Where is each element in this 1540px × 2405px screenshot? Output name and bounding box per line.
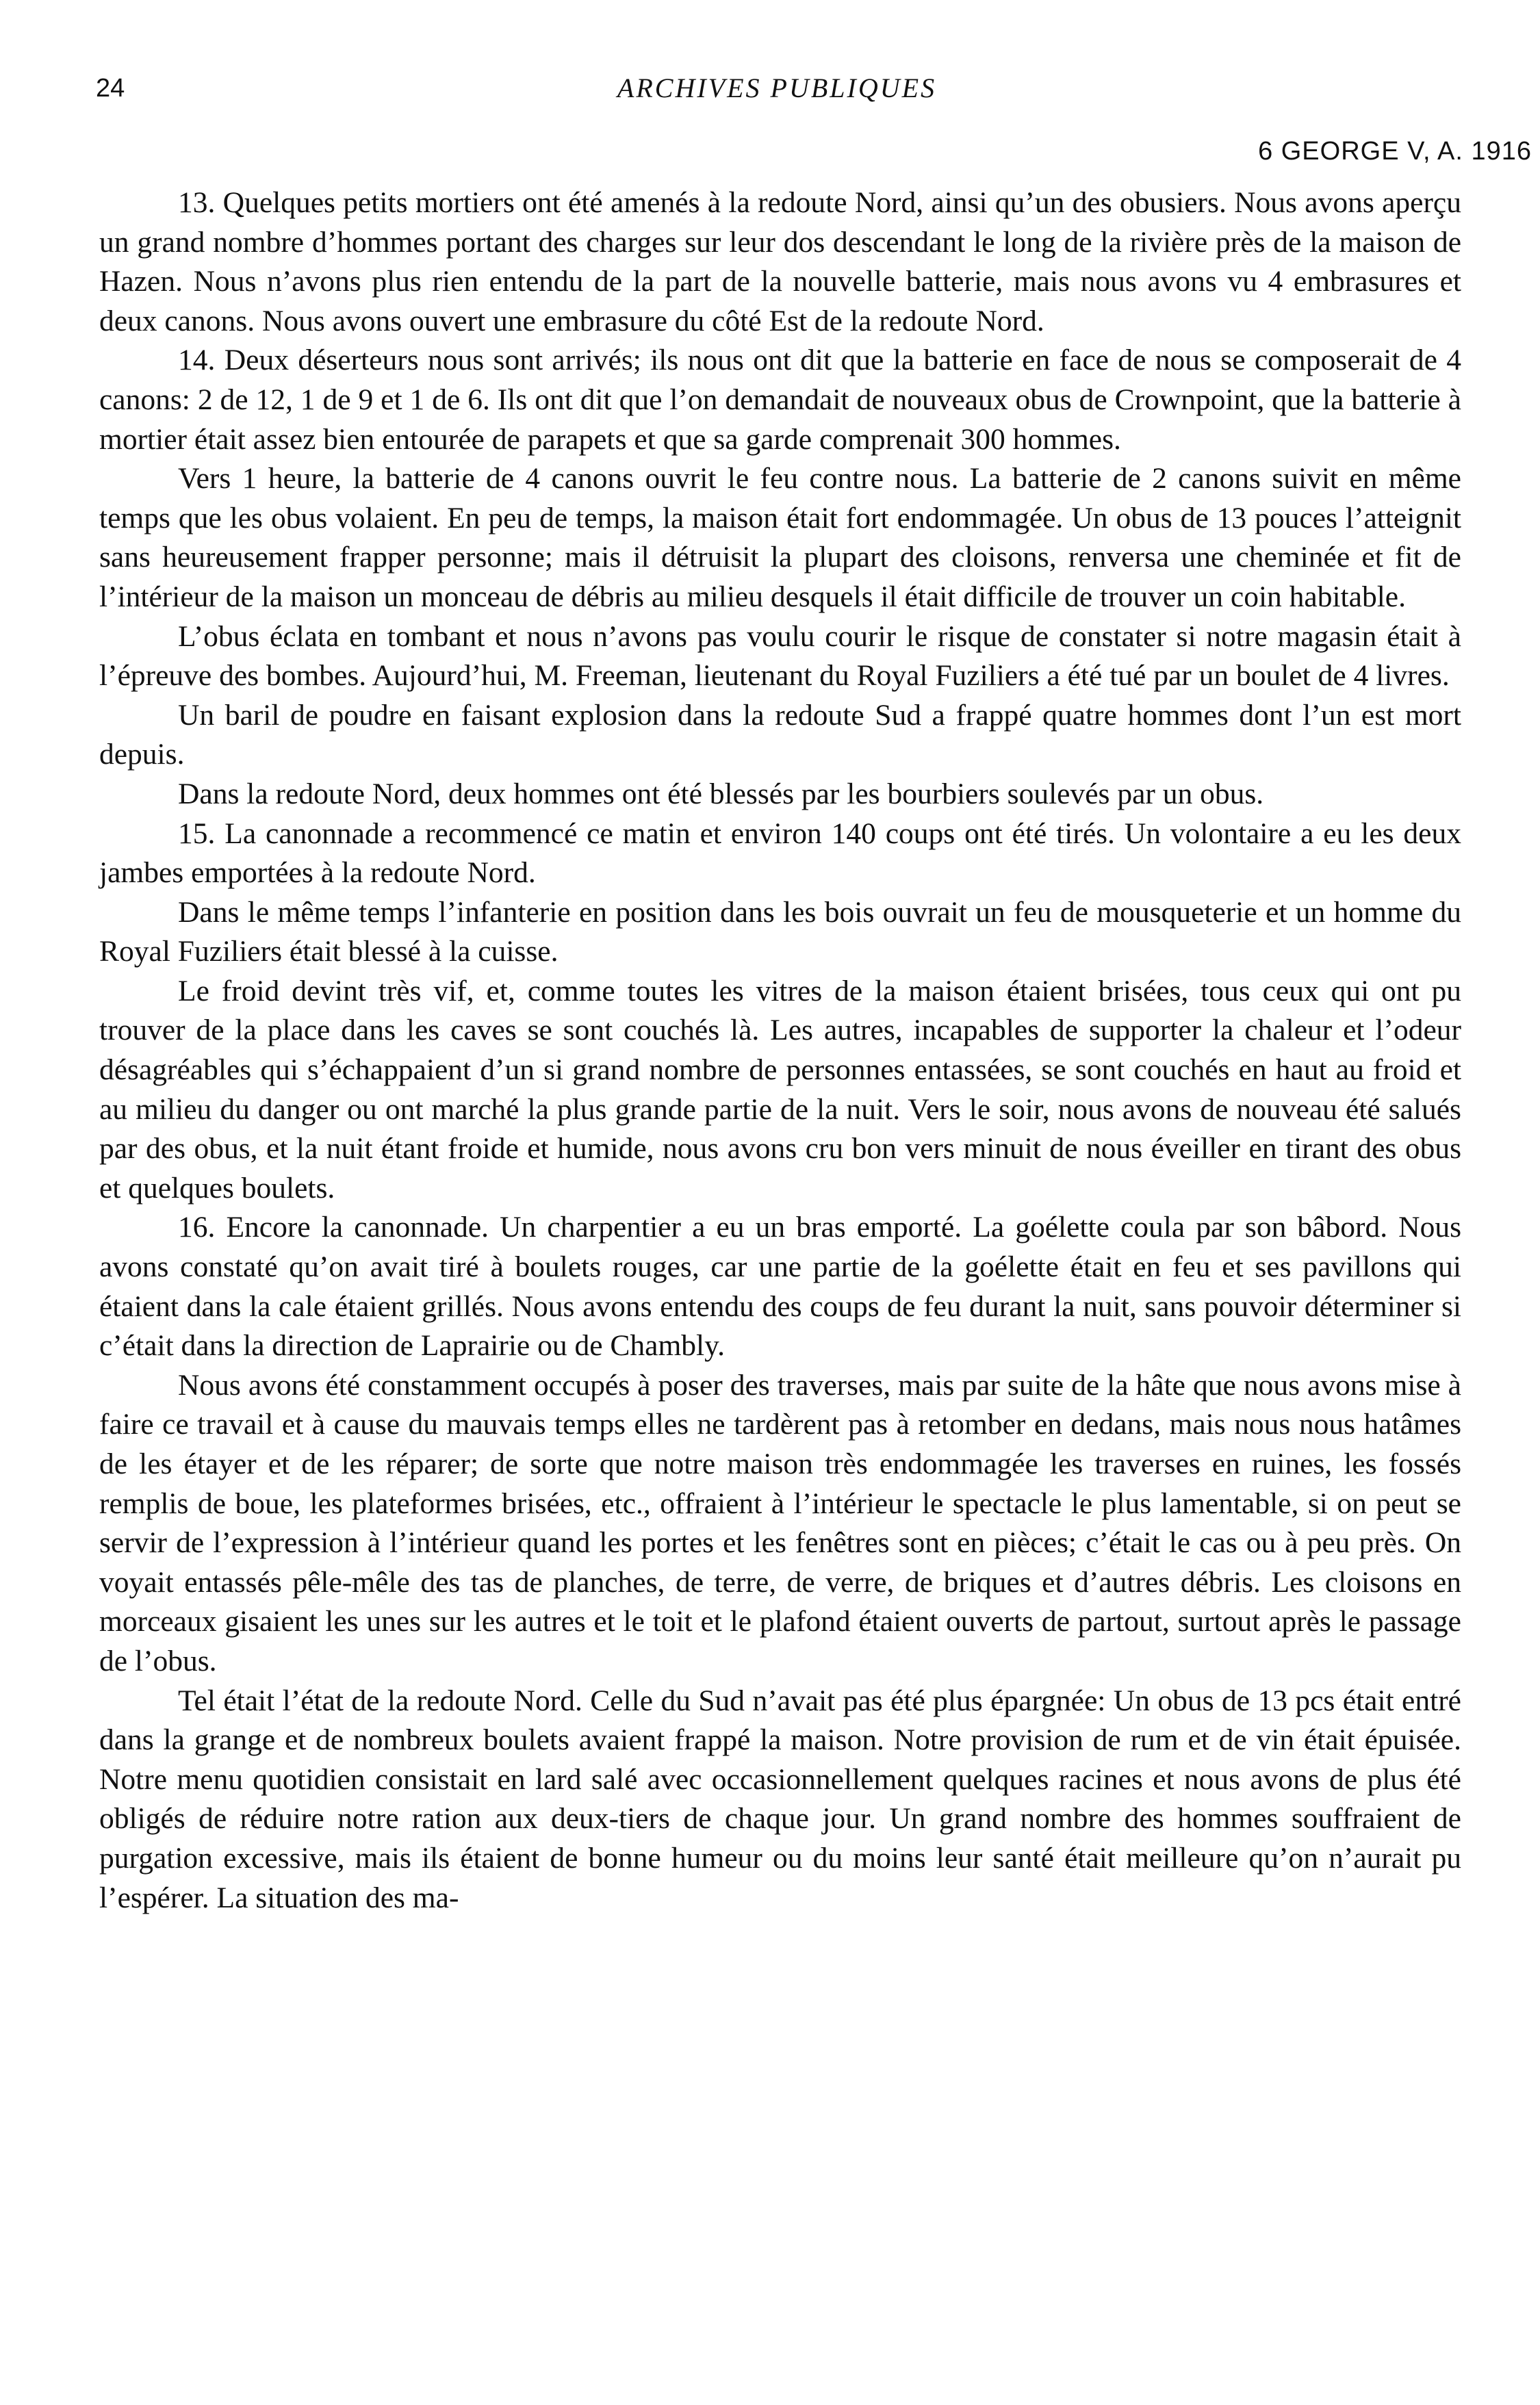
running-title: ARCHIVES PUBLIQUES [617, 73, 937, 103]
paragraph-15: 15. La canonnade a recommencé ce matin et environ 140 coups ont été tirés. Un volontaire a eu les deux jambes emportées à la redoute Nord. [99, 816, 1461, 890]
paragraph-traverses: Nous avons été constamment occupés à poser des traverses, mais par suite de la hâte que nous avons mise à faire ce travail et à cause du mauvais temps elles ne tardèrent pas à retomber en dedans, mais nous nous hatâmes de les étayer et de les réparer; de sorte que notre maison très endommagée les traverses en ruines, les fossés remplis de boue, les plateformes brisées, etc., offraient à l’intérieur le spectacle le plus lamentable, si on peut se servir de l’expression à l’intérieur quand les portes et les fenêtres sont en pièces; c’était le cas ou à peu près. On voyait entassés pêle-mêle des tas de planches, de terre, de verre, de briques et d’autres débris. Les cloisons en morceaux gisaient les unes sur les autres et le toit et le plafond étaient ouverts de partout, surtout après le passage de l’obus. [99, 1368, 1461, 1677]
page-header [96, 71, 1458, 112]
paragraph-16: 16. Encore la canonnade. Un charpentier a eu un bras emporté. La goélette coula par son bâbord. Nous avons constaté qu’on avait tiré à boulets rouges, car une partie de la goélette était en feu et ses pavillons qui étaient dans la cale étaient grillés. Nous avons entendu des coups de feu durant la nuit, sans pouvoir déterminer si c’était dans la direction de Laprairie ou de Chambly. [99, 1211, 1461, 1363]
paragraph-13: 13. Quelques petits mortiers ont été amenés à la redoute Nord, ainsi qu’un des obusiers. Nous avons aperçu un grand nombre d’hommes portant des charges sur leur dos descendant le long de la rivière près de la maison de Hazen. Nous n’avons plus rien entendu de la part de la nouvelle batterie, mais nous avons vu 4 embrasures et deux canons. Nous avons ouvert une embrasure du côté Est de la redoute Nord. [99, 186, 1461, 337]
page-number: 24 [96, 74, 125, 103]
paragraph-obus: L’obus éclata en tombant et nous n’avons pas voulu courir le risque de constater si notre magasin était à l’épreuve des bombes. Aujourd’hui, M. Freeman, lieutenant du Royal Fuziliers a été tué par un boulet de 4 livres. [99, 619, 1461, 693]
body-text [99, 183, 1461, 1918]
paragraph-14: 14. Deux déserteurs nous sont arrivés; ils nous ont dit que la batterie en face de nous se composerait de 4 canons: 2 de 12, 1 de 9 et 1 de 6. Ils ont dit que l’on demandait de nouveaux obus de Crownpoint, que la batterie à mortier était assez bien entourée de parapets et que sa garde comprenait 300 hommes. [99, 344, 1461, 456]
paragraph-froid: Le froid devint très vif, et, comme toutes les vitres de la maison étaient brisées, tous ceux qui ont pu trouver de la place dans les caves se sont couchés là. Les autres, incapables de supporter la chaleur et l’odeur désagréables qui s’échappaient d’un si grand nombre de personnes entassées, se sont couchés en haut au froid et au milieu du danger ou ont marché la plus grande partie de la nuit. Vers le soir, nous avons de nouveau été salués par des obus, et la nuit étant froide et humide, nous avons cru bon vers minuit de nous éveiller en tirant des obus et quelques boulets. [99, 974, 1461, 1205]
paragraph-infanterie: Dans le même temps l’infanterie en position dans les bois ouvrait un feu de mousqueterie et un homme du Royal Fuziliers était blessé à la cuisse. [99, 895, 1461, 968]
paragraph-cannonade: Vers 1 heure, la batterie de 4 canons ouvrit le feu contre nous. La batterie de 2 canons suivit en même temps que les obus volaient. En peu de temps, la maison était fort endommagée. Un obus de 13 pouces l’atteignit sans heureusement frapper personne; mais il détruisit la plupart des cloisons, renversa une cheminée et fit de l’intérieur de la maison un monceau de débris au milieu desquels il était difficile de trouver un coin habitable. [99, 462, 1461, 613]
paragraph-etat: Tel était l’état de la redoute Nord. Celle du Sud n’avait pas été plus épargnée: Un obus de 13 pcs était entré dans la grange et de nombreux boulets avaient frappé la maison. Notre provision de rum et de vin était épuisée. Notre menu quotidien consistait en lard salé avec occasionnellement quelques racines et nous avons de plus été obligés de réduire notre ration aux deux-tiers de chaque jour. Un grand nombre des hommes souffraient de purgation excessive, mais ils étaient de bonne humeur ou du moins leur santé était meilleure qu’on n’aurait pu l’espérer. La situation des ma- [99, 1684, 1461, 1914]
paragraph-baril: Un baril de poudre en faisant explosion dans la redoute Sud a frappé quatre hommes dont l’un est mort depuis. [99, 698, 1461, 771]
paragraph-redoute-nord: Dans la redoute Nord, deux hommes ont été blessés par les bourbiers soulevés par un obus. [178, 777, 1264, 810]
session-label: 6 GEORGE V, A. 1916 [1258, 137, 1532, 166]
